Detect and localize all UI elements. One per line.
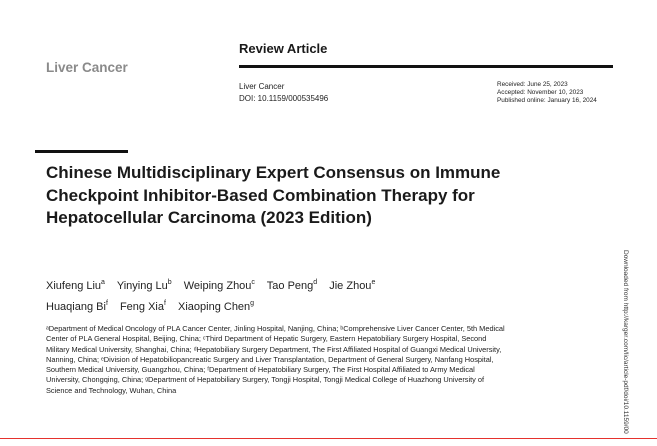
publication-dates xyxy=(497,81,597,105)
journal-name: Liver Cancer xyxy=(46,60,128,75)
author[interactable] xyxy=(120,301,166,313)
citation-info xyxy=(239,81,328,105)
author-name: Yinying Lu xyxy=(116,280,168,292)
title-rule xyxy=(35,150,128,153)
author-affiliation-mark: c xyxy=(251,279,255,286)
doi-link[interactable]: DOI: 10.1159/000535496 xyxy=(239,94,329,103)
author-list xyxy=(46,276,486,318)
author[interactable] xyxy=(184,280,255,292)
author[interactable] xyxy=(46,301,108,313)
citation-journal: Liver Cancer xyxy=(239,82,285,91)
published-date: Published online: January 16, 2024 xyxy=(497,97,597,104)
author-affiliation-mark: b xyxy=(167,279,172,286)
article-type-label: Review Article xyxy=(239,41,328,56)
affiliations: ᵃDepartment of Medical Oncology of PLA Cancer Center, Jinling Hospital, Nanjing, China; ᵇComprehensive Liver Cancer Center, 5th Medical Center of PLA General Hospital, Beijing, China; ᶜThird Department of Hepatic Surgery, Eastern Hepatobiliary Surgery Hospital, Second Military Medical University, Shanghai, China; ᵈHepatobiliary Surgery Department, The First Affiliated Hospital of Guangxi Medical University, Nanning, China; ᵉDivision of Hepatobiliopancreatic Surgery and Liver Transplantation, Department of General Surgery, Nanfang Hospital, Southern Medical University, Guangzhou, China; ᶠDepartment of Hepatobiliary Surgery, The First Hospital Affiliated to Army Medical University, Chongqing, China; ᵍDepartment of Hepatobiliary Surgery, Tongji Hospital, Tongji Medical College of Huazhong University of Science and Technology, Wuhan, China xyxy=(46,324,505,395)
author-name: Feng Xia xyxy=(119,301,164,313)
author-name: Huaqiang Bi xyxy=(46,301,106,313)
author-name: Xiufeng Liu xyxy=(46,280,102,292)
author-name: Xiaoping Chen xyxy=(178,301,251,313)
author-affiliation-mark: a xyxy=(101,279,105,286)
author-affiliation-mark: g xyxy=(250,300,255,307)
author[interactable] xyxy=(329,280,375,292)
author-name: Jie Zhou xyxy=(329,280,372,292)
author-affiliation-mark: e xyxy=(371,279,376,286)
accepted-date: Accepted: November 10, 2023 xyxy=(497,89,584,96)
article-title: Chinese Multidisciplinary Expert Consensus on Immune Checkpoint Inhibitor-Based Combination Therapy for Hepatocellular Carcinoma (2023 Edition) xyxy=(46,163,501,227)
author[interactable] xyxy=(178,301,254,313)
author-affiliation-mark: d xyxy=(313,279,318,286)
author-affiliation-mark: f xyxy=(105,300,108,307)
author-name: Tao Peng xyxy=(266,280,314,292)
author[interactable] xyxy=(117,280,172,292)
author[interactable] xyxy=(46,280,105,292)
page-bottom-rule xyxy=(0,438,657,439)
author-name: Weiping Zhou xyxy=(183,280,252,292)
download-watermark[interactable]: Downloaded from http://karger.com/lic/article-pdf/doi/10.1159/00 xyxy=(622,250,629,434)
header-rule xyxy=(239,65,613,68)
author[interactable] xyxy=(267,280,317,292)
received-date: Received: June 25, 2023 xyxy=(497,81,568,88)
author-affiliation-mark: f xyxy=(163,300,166,307)
